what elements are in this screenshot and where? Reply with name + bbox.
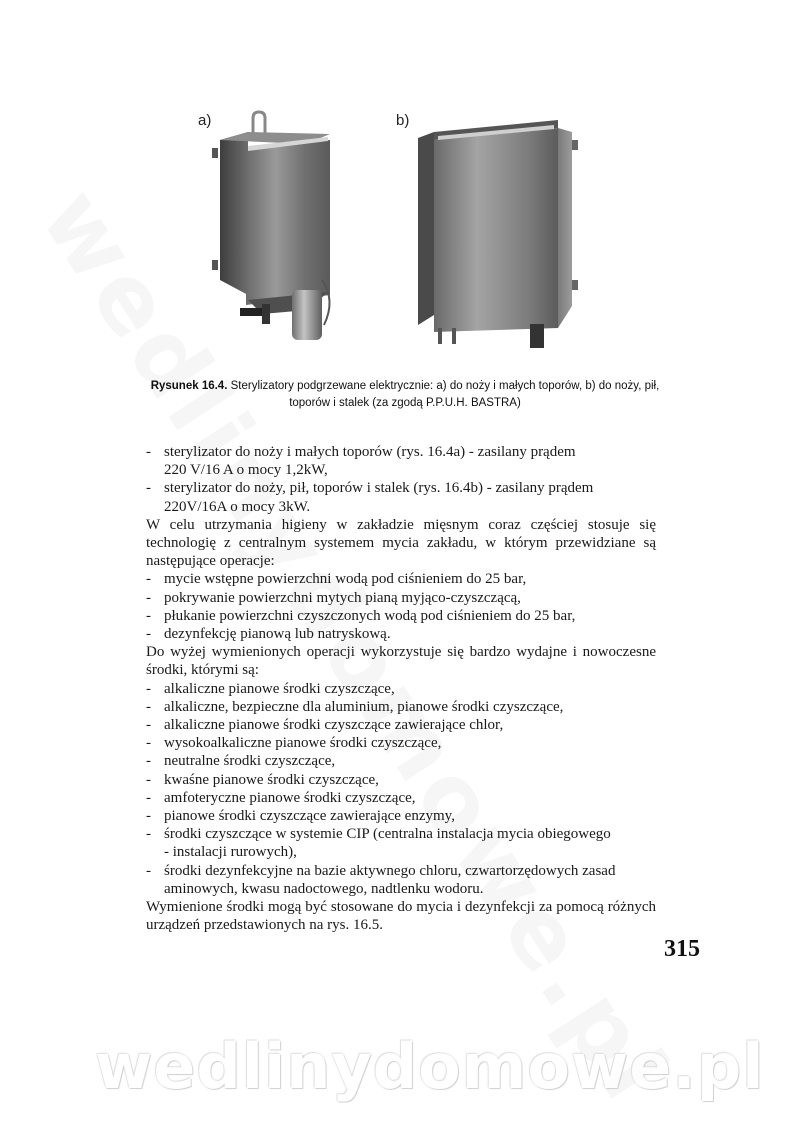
list-item-line1: środki czyszczące w systemie CIP (centralna instalacja mycia obiegowego bbox=[164, 826, 611, 843]
list-dash: - bbox=[146, 808, 151, 825]
paragraph: W celu utrzymania higieny w zakładzie mięsnym coraz częściej stosuje się technologię z centralnym systemem mycia zakładu, w którym przewidziane są następujące operacje: bbox=[146, 516, 656, 570]
list-item bbox=[146, 752, 656, 770]
caption-text-line2: toporów i stalek (za zgodą P.P.U.H. BASTRA) bbox=[289, 397, 521, 409]
list-item bbox=[146, 698, 656, 716]
list-item-text: amfoteryczne pianowe środki czyszczące, bbox=[164, 789, 416, 806]
list-item-text: kwaśne pianowe środki czyszczące, bbox=[164, 771, 379, 788]
list-item bbox=[146, 807, 656, 825]
list-dash: - bbox=[146, 607, 151, 624]
body-text bbox=[146, 443, 656, 934]
figure-label-a: a) bbox=[198, 112, 212, 129]
sterilizer-a-image bbox=[200, 110, 350, 350]
list-dash: - bbox=[146, 753, 151, 770]
list-item-text: płukanie powierzchni czyszczonych wodą pod ciśnieniem do 25 bar, bbox=[164, 607, 576, 624]
caption-label: Rysunek 16.4. bbox=[150, 380, 228, 392]
list-item-text: pokrywanie powierzchni mytych pianą myjąco-czyszczącą, bbox=[164, 589, 521, 606]
list-item-line2: 220 V/16 A o mocy 1,2kW, bbox=[164, 462, 328, 479]
list-item-line2: 220V/16A o mocy 3kW. bbox=[164, 498, 311, 515]
list-item-line1: sterylizator do noży i małych toporów (rys. 16.4a) - zasilany prądem bbox=[164, 444, 576, 460]
list-item bbox=[146, 607, 656, 625]
list-item-text: dezynfekcję pianową lub natryskową. bbox=[164, 626, 391, 643]
page-number: 315 bbox=[664, 936, 700, 962]
list-item-line2: - instalacji rurowych), bbox=[164, 844, 297, 861]
list-item-text: neutralne środki czyszczące, bbox=[164, 753, 336, 770]
list-dash: - bbox=[146, 571, 151, 588]
list-item bbox=[146, 825, 656, 861]
list-dash: - bbox=[146, 735, 151, 752]
list-dash: - bbox=[146, 826, 151, 843]
figure-label-b: b) bbox=[396, 112, 410, 129]
list-dash: - bbox=[146, 771, 151, 788]
list-item bbox=[146, 716, 656, 734]
bottom-watermark: wedlinydomowe.pl bbox=[95, 1030, 765, 1103]
list-item bbox=[146, 680, 656, 698]
list-dash: - bbox=[146, 480, 151, 497]
list-dash: - bbox=[146, 589, 151, 606]
list-item bbox=[146, 589, 656, 607]
list-item bbox=[146, 771, 656, 789]
list-item-line1: sterylizator do noży, pił, toporów i stalek (rys. 16.4b) - zasilany prądem bbox=[164, 480, 594, 497]
list-item-line2: aminowych, kwasu nadoctowego, nadtlenku wodoru. bbox=[164, 880, 484, 897]
list-item-text: pianowe środki czyszczące zawierające enzymy, bbox=[164, 808, 455, 825]
list-item-text: alkaliczne, bezpieczne dla aluminium, pianowe środki czyszczące, bbox=[164, 698, 564, 715]
paragraph: Do wyżej wymienionych operacji wykorzystuje się bardzo wydajne i nowoczesne środki, którymi są: bbox=[146, 644, 656, 679]
list-item bbox=[146, 734, 656, 752]
caption-text: Sterylizatory podgrzewane elektrycznie: a) do noży i małych toporów, b) do noży, pił, bbox=[227, 380, 660, 392]
list-dash: - bbox=[146, 717, 151, 734]
list-dash: - bbox=[146, 789, 151, 806]
list-item-line1: środki dezynfekcyjne na bazie aktywnego chloru, czwartorzędowych zasad bbox=[164, 862, 616, 879]
list-item bbox=[146, 862, 656, 898]
list-item bbox=[146, 570, 656, 588]
paragraph: Wymienione środki mogą być stosowane do mycia i dezynfekcji za pomocą różnych urządzeń przedstawionych na rys. 16.5. bbox=[146, 899, 656, 934]
sterilizer-b-image bbox=[408, 110, 583, 355]
list-dash: - bbox=[146, 680, 151, 697]
list-item-text: mycie wstępne powierzchni wodą pod ciśnieniem do 25 bar, bbox=[164, 571, 527, 588]
figure-caption bbox=[110, 378, 700, 412]
list-item-text: alkaliczne pianowe środki czyszczące, bbox=[164, 680, 395, 697]
list-item-text: wysokoalkaliczne pianowe środki czyszczące, bbox=[164, 735, 442, 752]
list-item bbox=[146, 625, 656, 643]
list-item-text: alkaliczne pianowe środki czyszczące zawierające chlor, bbox=[164, 717, 504, 734]
list-dash: - bbox=[146, 444, 151, 460]
list-dash: - bbox=[146, 862, 151, 879]
list-item bbox=[146, 479, 656, 515]
list-item bbox=[146, 443, 656, 479]
list-dash: - bbox=[146, 698, 151, 715]
list-dash: - bbox=[146, 626, 151, 643]
list-item bbox=[146, 789, 656, 807]
